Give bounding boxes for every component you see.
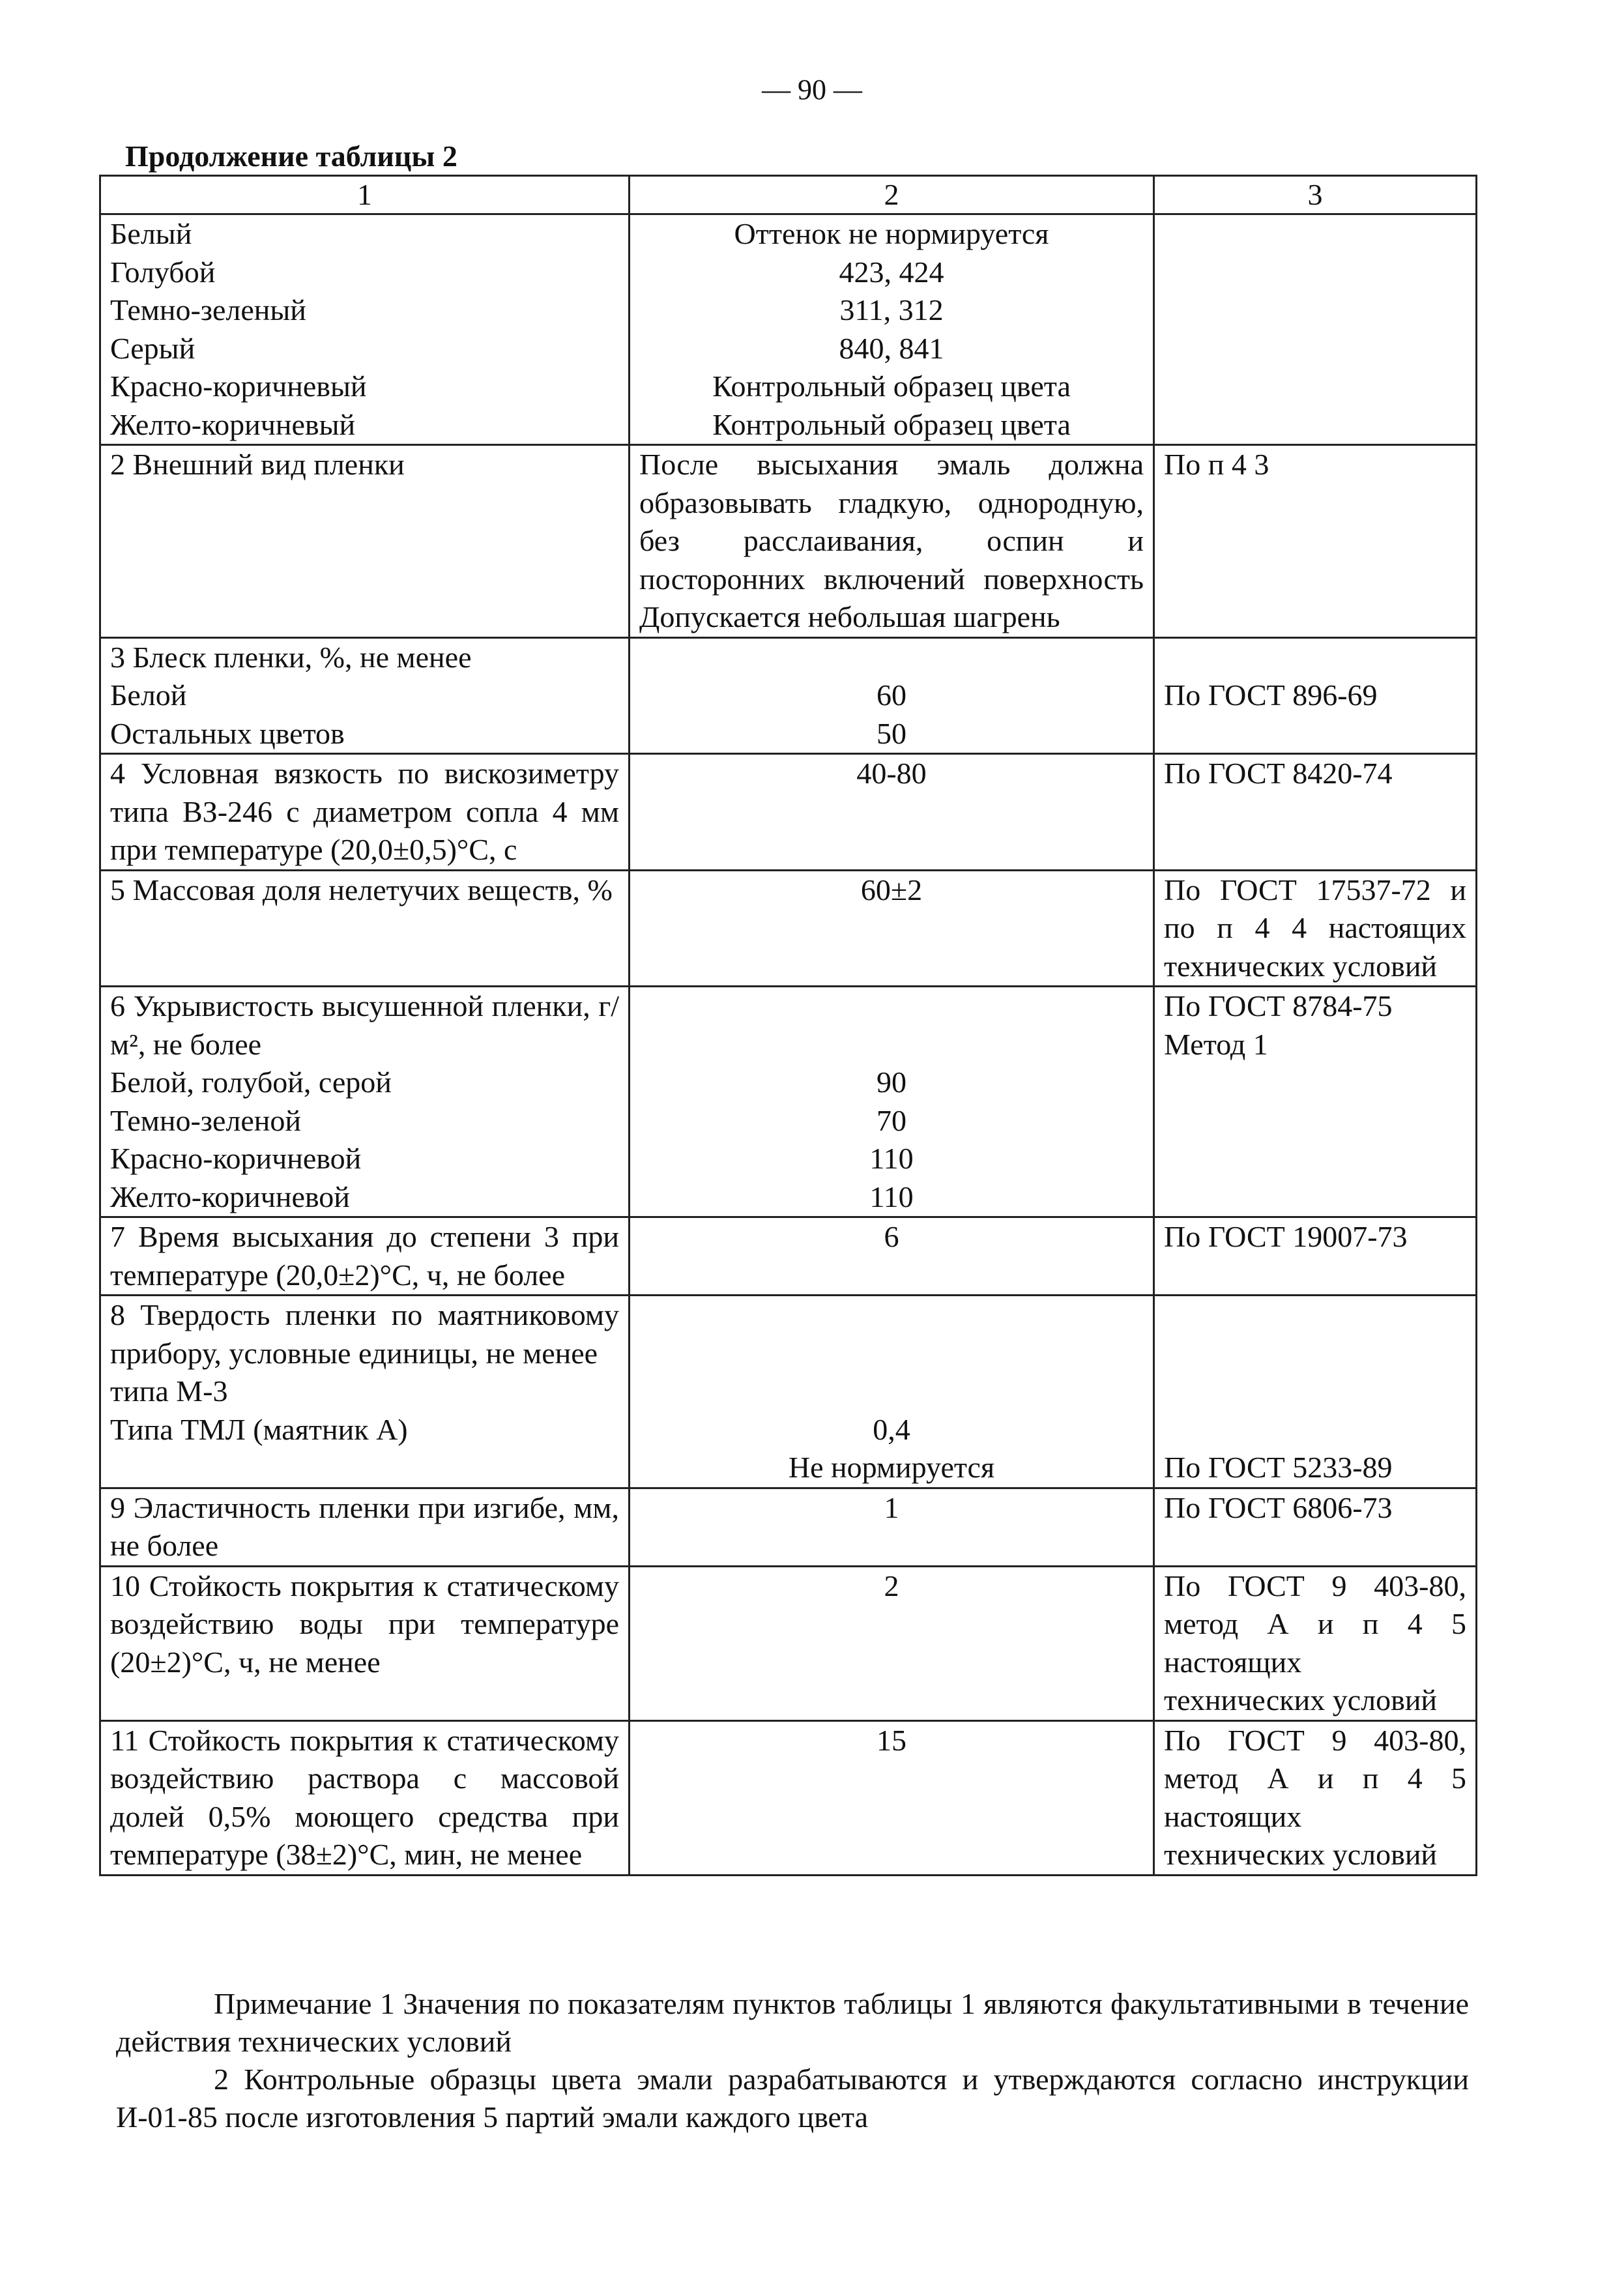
indicator-line: 3 Блеск пленки, %, не менее: [110, 640, 472, 674]
norm-line: 0,4: [873, 1412, 910, 1446]
test-method-cell: По ГОСТ 8420-74: [1154, 754, 1477, 871]
test-method-cell: По п 4 3: [1154, 445, 1477, 638]
color-standard: Контрольный образец цвета: [712, 370, 1071, 403]
table-row-detergent-resistance: [100, 1720, 1477, 1875]
color-method-cell: [1154, 214, 1477, 445]
norm-line: [639, 639, 1144, 677]
method-line: По ГОСТ 5233-89: [1164, 1451, 1393, 1484]
color-standards-cell: [630, 214, 1154, 445]
color-name: Красно-коричневый: [110, 370, 367, 403]
norm-line: Не нормируется: [788, 1451, 995, 1484]
norm-cell: [630, 637, 1154, 754]
indicator-title: 6 Укрывистость высушенной пленки, г/м², не более: [110, 989, 619, 1061]
test-method-cell: По ГОСТ 6806-73: [1154, 1488, 1477, 1566]
indicator-cell: 7 Время высыхания до степени 3 при температуре (20,0±2)°С, ч, не более: [100, 1217, 630, 1296]
norm-line: 110: [869, 1142, 914, 1175]
indicator-line: Типа ТМЛ (маятник А): [110, 1412, 408, 1446]
norm-line: [639, 1372, 1144, 1411]
test-method-cell: По ГОСТ 9 403-80, метод А и п 4 5 настоящих технических условий: [1154, 1566, 1477, 1720]
indicator-cell: 10 Стойкость покрытия к статическому воздействию воды при температуре (20±2)°С, ч, не менее: [100, 1566, 630, 1720]
indicator-cell: 2 Внешний вид пленки: [100, 445, 630, 638]
method-line: [1164, 1411, 1466, 1449]
test-method-cell: [1154, 637, 1477, 754]
color-standard: Оттенок не нормируется: [734, 217, 1049, 250]
indicator-cell: 5 Массовая доля нелетучих веществ, %: [100, 870, 630, 987]
norm-cell: 60±2: [630, 870, 1154, 987]
color-standard: 311, 312: [839, 293, 944, 326]
color-name: Серый: [110, 331, 196, 365]
table-row-colors: [100, 214, 1477, 445]
note-1: Примечание 1 Значения по показателям пунктов таблицы 1 являются факультативными в течение действия технических условий: [116, 1987, 1469, 2058]
norm-cell: 2: [630, 1566, 1154, 1720]
indicator-line: Желто-коричневой: [110, 1180, 350, 1213]
indicator-cell: [100, 637, 630, 754]
table-row-drying-time: [100, 1217, 1477, 1296]
norm-cell: 1: [630, 1488, 1154, 1566]
norm-line: [639, 1335, 1144, 1373]
norm-line: [639, 987, 1144, 1026]
indicator-line: Белой, голубой, серой: [110, 1065, 392, 1099]
method-line: [1164, 1372, 1466, 1411]
table-row-viscosity: [100, 754, 1477, 871]
table-row-hardness: [100, 1296, 1477, 1488]
indicator-line: типа М-3: [110, 1374, 228, 1408]
norm-cell: 6: [630, 1217, 1154, 1296]
header-cell-3: 3: [1154, 176, 1477, 214]
table-row-nonvolatile: [100, 870, 1477, 987]
norm-line: 60: [877, 678, 906, 712]
norm-line: 110: [869, 1180, 914, 1213]
table-row-water-resistance: [100, 1566, 1477, 1720]
norm-cell: 15: [630, 1720, 1154, 1875]
color-name: Темно-зеленый: [110, 293, 306, 326]
norm-line: 50: [877, 716, 906, 750]
indicator-line: Белой: [110, 678, 187, 712]
test-method-cell: [1154, 987, 1477, 1217]
table-row-elasticity: [100, 1488, 1477, 1566]
norm-line: 90: [877, 1065, 906, 1099]
indicator-cell: [100, 1296, 630, 1488]
page-number: — 90 —: [762, 74, 862, 106]
table-row-appearance: [100, 445, 1477, 638]
indicator-cell: [100, 987, 630, 1217]
norm-cell: [630, 1296, 1154, 1488]
method-line: [1164, 1296, 1466, 1335]
norm-cell: 40-80: [630, 754, 1154, 871]
norm-cell: После высыхания эмаль должна образовывать гладкую, однородную, без расслаивания, оспин и посторонних включений поверхность Допускается небольшая шагрень: [630, 445, 1154, 638]
table-caption: Продолжение таблицы 2: [125, 139, 457, 173]
color-standard: 840, 841: [839, 331, 944, 365]
method-line: [1164, 639, 1466, 677]
method-line: По ГОСТ 896-69: [1164, 678, 1378, 712]
color-name: Голубой: [110, 255, 216, 289]
test-method-cell: По ГОСТ 19007-73: [1154, 1217, 1477, 1296]
color-name: Желто-коричневый: [110, 407, 356, 441]
color-name: Белый: [110, 217, 192, 250]
specification-table: [99, 175, 1477, 1876]
test-method-cell: По ГОСТ 17537-72 и по п 4 4 настоящих технических условий: [1154, 870, 1477, 987]
method-line: [1164, 1335, 1466, 1373]
test-method-cell: По ГОСТ 9 403-80, метод А и п 4 5 настоящих технических условий: [1154, 1720, 1477, 1875]
color-names-cell: [100, 214, 630, 445]
indicator-cell: 9 Эластичность пленки при изгибе, мм, не более: [100, 1488, 630, 1566]
table-header-row: [100, 176, 1477, 214]
indicator-line: Остальных цветов: [110, 716, 345, 750]
norm-cell: [630, 987, 1154, 1217]
color-standard: Контрольный образец цвета: [712, 407, 1071, 441]
method-line: По ГОСТ 8784-75: [1164, 989, 1393, 1022]
indicator-line: Красно-коричневой: [110, 1142, 362, 1175]
test-method-cell: [1154, 1296, 1477, 1488]
norm-line: [639, 1296, 1144, 1335]
norm-line: 70: [877, 1103, 906, 1137]
norm-line: [639, 1026, 1144, 1064]
indicator-line: Темно-зеленой: [110, 1103, 302, 1137]
table-notes: [116, 1985, 1469, 2136]
color-standard: 423, 424: [839, 255, 944, 289]
note-2: 2 Контрольные образцы цвета эмали разрабатываются и утверждаются согласно инструкции И-01-85 после изготовления 5 партий эмали каждого цвета: [116, 2063, 1469, 2134]
header-cell-1: 1: [100, 176, 630, 214]
indicator-cell: 4 Условная вязкость по вискозиметру типа ВЗ-246 с диаметром сопла 4 мм при температуре (20,0±0,5)°С, с: [100, 754, 630, 871]
table-row-gloss: [100, 637, 1477, 754]
indicator-cell: 11 Стойкость покрытия к статическому воздействию раствора с массовой долей 0,5% моющего средства при температуре (38±2)°С, мин, не менее: [100, 1720, 630, 1875]
header-cell-2: 2: [630, 176, 1154, 214]
indicator-title: 8 Твердость пленки по маятниковому прибору, условные единицы, не менее: [110, 1298, 619, 1370]
method-line: Метод 1: [1164, 1027, 1268, 1061]
table-row-hiding-power: [100, 987, 1477, 1217]
